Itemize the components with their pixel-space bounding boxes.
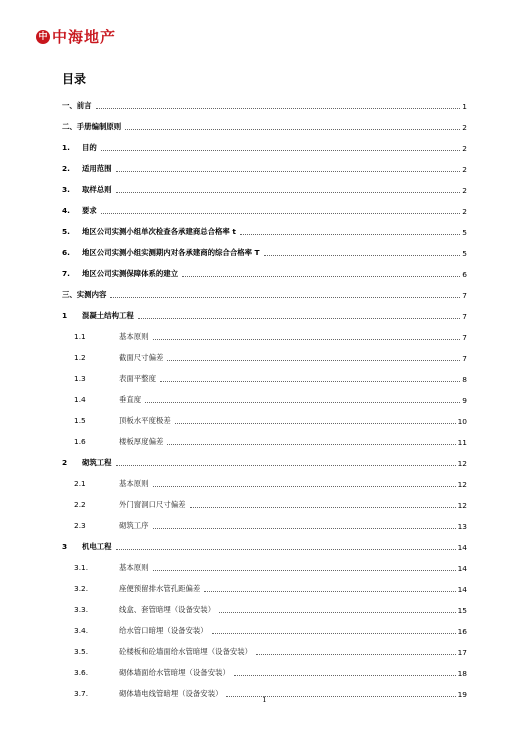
toc-entry-page: 17: [457, 648, 467, 657]
toc-dot-leader: [153, 528, 456, 529]
toc-entry-text: 砌筑工序: [119, 521, 149, 530]
toc-dot-leader: [167, 444, 455, 445]
toc-entry-page: 14: [457, 585, 467, 594]
toc-entry-text: 二、手册编制原则: [62, 122, 122, 131]
toc-dot-leader: [153, 339, 461, 340]
toc-entry[interactable]: [62, 447, 467, 468]
toc-entry-label: [62, 436, 165, 447]
toc-dot-leader: [116, 465, 456, 466]
toc-entry-number: 1.: [62, 143, 70, 152]
toc-dot-leader: [160, 381, 460, 382]
toc-entry-label: [62, 499, 188, 510]
toc-entry[interactable]: [62, 384, 467, 405]
toc-entry-page: 5: [462, 249, 467, 258]
toc-entry-number: 3.3.: [74, 605, 89, 614]
toc-entry-text: 砌体墙电线管暗埋（设备安装）: [119, 689, 223, 698]
toc-entry-number: 5.: [62, 227, 70, 236]
toc-entry-label: [62, 331, 151, 342]
toc-entry-number: 3.: [62, 185, 70, 194]
toc-entry-text: 要求: [82, 206, 97, 215]
toc-entry-label: [62, 205, 99, 216]
toc-entry[interactable]: [62, 174, 467, 195]
toc-entry-text: 线盒、套管暗埋（设备安装）: [119, 605, 216, 614]
toc-entry-page: 2: [462, 165, 467, 174]
toc-entry-page: 2: [462, 144, 467, 153]
toc-entry-label: [62, 667, 232, 678]
toc-entry-page: 7: [462, 291, 467, 300]
toc-entry-label: [62, 268, 180, 279]
toc-entry[interactable]: [62, 426, 467, 447]
toc-entry-text: 顶板水平度极差: [119, 416, 171, 425]
toc-entry-number: 6.: [62, 248, 70, 257]
toc-entry-label: [62, 184, 114, 195]
toc-entry-page: 7: [462, 312, 467, 321]
toc-entry-page: 12: [457, 459, 467, 468]
toc-dot-leader: [145, 402, 460, 403]
toc-entry-label: [62, 247, 262, 258]
toc-entry-label: [62, 310, 136, 321]
toc-entry-label: [62, 457, 114, 468]
toc-entry-label: [62, 373, 158, 384]
toc-entry[interactable]: [62, 90, 467, 111]
toc-entry-text: 垂直度: [119, 395, 142, 404]
toc-entry[interactable]: [62, 153, 467, 174]
toc-entry-text: 给水管口暗埋（设备安装）: [119, 626, 208, 635]
toc-entry-page: 2: [462, 123, 467, 132]
toc-entry-text: 机电工程: [82, 542, 112, 551]
toc-dot-leader: [110, 297, 460, 298]
toc-entry-text: 楼板厚度偏差: [119, 437, 164, 446]
toc-entry-label: [62, 625, 210, 636]
toc-entry[interactable]: [62, 300, 467, 321]
toc-entry-label: [62, 478, 151, 489]
toc-entry-text: 砌筑工程: [82, 458, 112, 467]
toc-dot-leader: [212, 633, 456, 634]
toc-entry[interactable]: [62, 321, 467, 342]
toc-dot-leader: [240, 234, 460, 235]
toc-entry-page: 5: [462, 228, 467, 237]
toc-dot-leader: [116, 549, 456, 550]
toc-entry-label: [62, 163, 114, 174]
toc-entry-text: 表面平整度: [119, 374, 156, 383]
toc-entry-label: [62, 100, 94, 111]
toc-entry[interactable]: [62, 132, 467, 153]
logo-text: 中海地产: [52, 28, 117, 46]
toc-entry-label: [62, 289, 108, 300]
toc-entry-page: 8: [462, 375, 467, 384]
toc-dot-leader: [138, 318, 461, 319]
toc-entry-text: 基本原则: [119, 332, 149, 341]
toc-entry[interactable]: [62, 279, 467, 300]
toc-dot-leader: [153, 486, 456, 487]
toc-entry-label: [62, 520, 151, 531]
toc-entry[interactable]: [62, 468, 467, 489]
toc-entry-page: 19: [457, 690, 467, 699]
toc-dot-leader: [234, 675, 456, 676]
toc-entry-page: 10: [457, 417, 467, 426]
toc-entry-label: [62, 604, 217, 615]
toc-entry-text: 地区公司实测小组实测期内对各承建商的综合合格率 T: [82, 248, 260, 257]
toc-entry-label: [62, 583, 202, 594]
toc-entry-page: 18: [457, 669, 467, 678]
toc-entry-label: [62, 562, 151, 573]
toc-entry-label: [62, 226, 238, 237]
toc-entry-label: [62, 541, 114, 552]
toc-entry-number: 1.6: [74, 437, 86, 446]
toc-entry[interactable]: [62, 237, 467, 258]
toc-entry-number: 3.7.: [74, 689, 89, 698]
toc-entry-label: [62, 646, 254, 657]
toc-entry-number: 1.1: [74, 332, 86, 341]
toc-entry-number: 1.3: [74, 374, 86, 383]
page-number: 1: [262, 696, 267, 704]
toc-entry-text: 截面尺寸偏差: [119, 353, 164, 362]
toc-entry-text: 目的: [82, 143, 97, 152]
toc-entry-text: 外门窗洞口尺寸偏差: [119, 500, 186, 509]
toc-entry-text: 基本原则: [119, 563, 149, 572]
toc-entry-label: [62, 121, 123, 132]
toc-entry-number: 7.: [62, 269, 70, 278]
toc-entry-page: 11: [457, 438, 467, 447]
toc-dot-leader: [153, 570, 456, 571]
toc-entry-page: 14: [457, 543, 467, 552]
toc-entry-number: 1.2: [74, 353, 86, 362]
toc-dot-leader: [219, 612, 456, 613]
toc-entry-page: 2: [462, 207, 467, 216]
toc-dot-leader: [175, 423, 456, 424]
logo-mark-glyph: 中: [38, 31, 48, 41]
toc-entry-label: [62, 352, 165, 363]
toc-entry[interactable]: [62, 573, 467, 594]
toc-entry-number: 3.4.: [74, 626, 89, 635]
toc-entry[interactable]: [62, 111, 467, 132]
logo-mark-icon: [36, 30, 50, 44]
toc-entry-text: 取样总则: [82, 185, 112, 194]
toc-entry-number: 4.: [62, 206, 70, 215]
toc-dot-leader: [125, 129, 460, 130]
toc-entry-page: 6: [462, 270, 467, 279]
toc-dot-leader: [182, 276, 460, 277]
table-of-contents: [62, 90, 467, 699]
toc-entry-page: 15: [457, 606, 467, 615]
toc-entry-text: 三、实测内容: [62, 290, 107, 299]
toc-entry[interactable]: [62, 531, 467, 552]
toc-entry-text: 砼楼板和砼墙面给水管暗埋（设备安装）: [119, 647, 253, 656]
toc-entry-label: [62, 415, 173, 426]
toc-entry[interactable]: [62, 405, 467, 426]
toc-entry[interactable]: [62, 657, 467, 678]
toc-dot-leader: [101, 213, 461, 214]
toc-dot-leader: [264, 255, 461, 256]
toc-entry-page: 9: [462, 396, 467, 405]
toc-entry-text: 基本原则: [119, 479, 149, 488]
toc-entry-page: 12: [457, 501, 467, 510]
toc-entry[interactable]: [62, 363, 467, 384]
toc-entry[interactable]: [62, 258, 467, 279]
toc-dot-leader: [190, 507, 456, 508]
toc-entry-number: 2.1: [74, 479, 86, 488]
toc-entry-number: 3: [62, 542, 68, 551]
toc-entry-label: [62, 142, 99, 153]
toc-dot-leader: [96, 108, 461, 109]
toc-entry-label: [62, 394, 143, 405]
toc-entry-page: 7: [462, 354, 467, 363]
toc-entry-number: 3.5.: [74, 647, 89, 656]
toc-entry-number: 3.6.: [74, 668, 89, 677]
toc-entry-number: 2.2: [74, 500, 86, 509]
toc-entry-text: 砌体墙面给水管暗埋（设备安装）: [119, 668, 230, 677]
toc-entry[interactable]: [62, 615, 467, 636]
toc-dot-leader: [101, 150, 461, 151]
toc-entry-number: 2.3: [74, 521, 86, 530]
toc-entry-text: 地区公司实测小组单次检查各承建商总合格率 t: [82, 227, 236, 236]
toc-dot-leader: [204, 591, 455, 592]
toc-dot-leader: [256, 654, 456, 655]
toc-entry[interactable]: [62, 489, 467, 510]
toc-entry-text: 地区公司实测保障体系的建立: [82, 269, 179, 278]
toc-entry[interactable]: [62, 342, 467, 363]
toc-dot-leader: [167, 360, 460, 361]
toc-entry[interactable]: [62, 216, 467, 237]
toc-entry-page: 14: [457, 564, 467, 573]
toc-entry-number: 1.4: [74, 395, 86, 404]
toc-entry[interactable]: [62, 594, 467, 615]
toc-entry[interactable]: [62, 636, 467, 657]
toc-entry-number: 3.1.: [74, 563, 89, 572]
toc-entry[interactable]: [62, 195, 467, 216]
toc-entry-number: 2.: [62, 164, 70, 173]
toc-dot-leader: [116, 171, 461, 172]
toc-entry-page: 13: [457, 522, 467, 531]
toc-entry-text: 适用范围: [82, 164, 112, 173]
toc-entry-page: 12: [457, 480, 467, 489]
company-logo: [36, 26, 116, 47]
toc-entry-number: 2: [62, 458, 68, 467]
toc-dot-leader: [116, 192, 461, 193]
toc-entry-number: 1: [62, 311, 68, 320]
toc-entry-page: 2: [462, 186, 467, 195]
toc-title: 目录: [62, 72, 87, 86]
toc-entry-text: 座便预留排水管孔距偏差: [119, 584, 201, 593]
toc-entry[interactable]: [62, 510, 467, 531]
toc-entry-text: 混凝土结构工程: [82, 311, 134, 320]
toc-entry-page: 16: [457, 627, 467, 636]
toc-entry-number: 1.5: [74, 416, 86, 425]
toc-entry-text: 一、前言: [62, 101, 92, 110]
toc-entry-number: 3.2.: [74, 584, 89, 593]
toc-entry-page: 1: [462, 102, 467, 111]
toc-entry-page: 7: [462, 333, 467, 342]
toc-entry[interactable]: [62, 552, 467, 573]
